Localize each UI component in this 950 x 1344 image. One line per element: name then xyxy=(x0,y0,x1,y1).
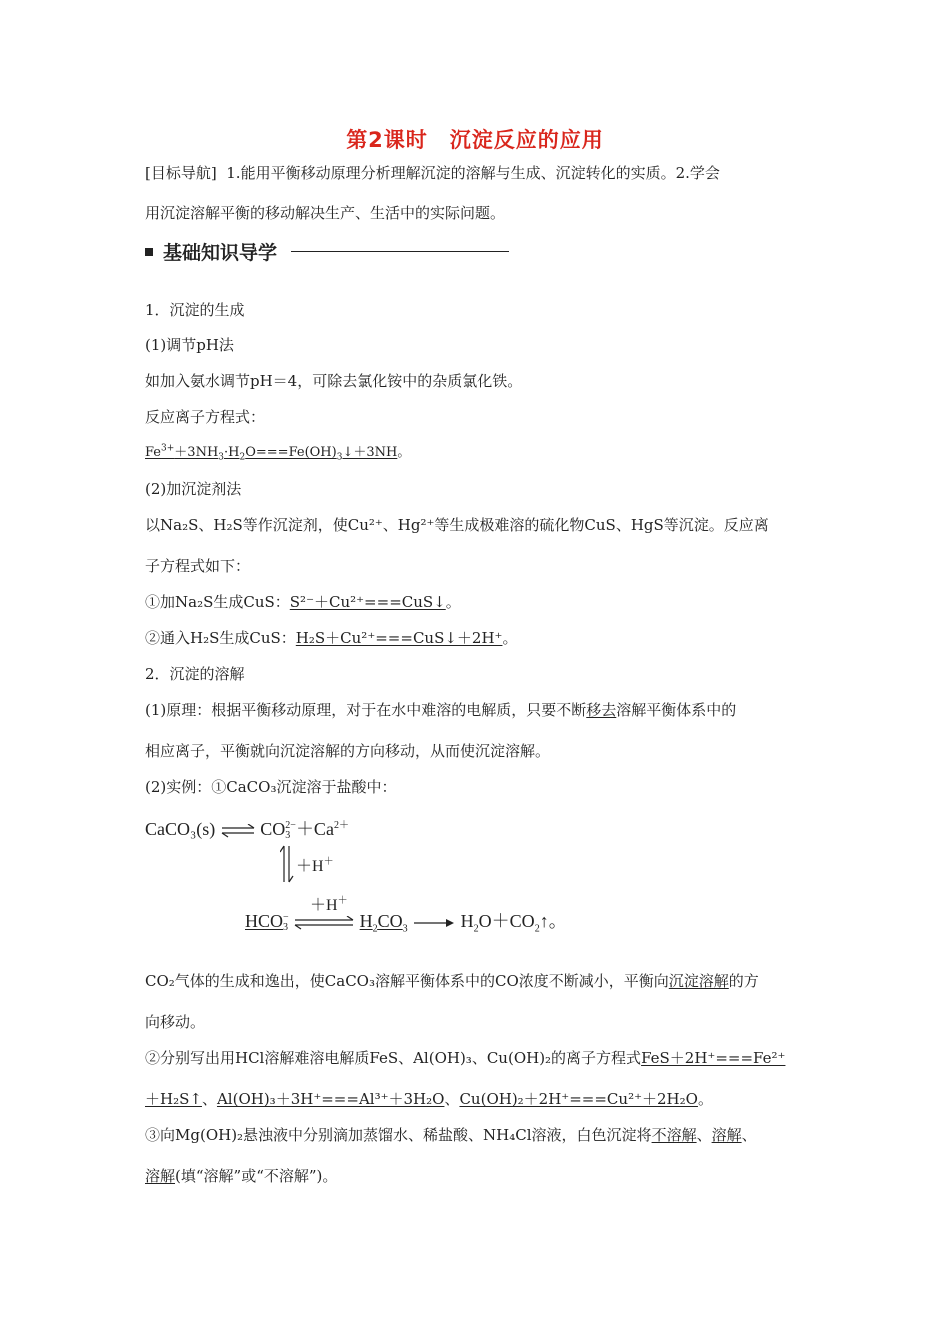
scheme-horizontal-label: ＋H＋ xyxy=(310,895,348,914)
equilibrium-arrow-icon xyxy=(220,824,256,838)
goal-line-2: 用沉淀溶解平衡的移动解决生产、生活中的实际问题。 xyxy=(145,204,506,222)
s2-principle-2: 相应离子，平衡就向沉淀溶解的方向移动，从而使沉淀溶解。 xyxy=(145,742,551,760)
goal-text-1: 1.能用平衡移动原理分析理解沉淀的溶解与生成、沉淀转化的实质。2.学会 xyxy=(226,164,720,182)
square-bullet-icon xyxy=(145,248,153,256)
fes-equation: FeS＋2H⁺===Fe²⁺ xyxy=(641,1049,786,1067)
heading-rule xyxy=(291,251,509,252)
s2-example-2-line-2: ＋H₂S↑、Al(OH)₃＋3H⁺===Al³⁺＋3H₂O、Cu(OH)₂＋2H⁺===Cu²⁺＋2H₂O。 xyxy=(145,1090,713,1108)
s1-method-1: (1)调节pH法 xyxy=(145,336,234,354)
s2-title: 2．沉淀的溶解 xyxy=(145,665,245,683)
s2-principle-1: (1)原理：根据平衡移动原理，对于在水中难溶的电解质，只要不断移去溶解平衡体系中的 xyxy=(145,701,737,719)
s1-method-2: (2)加沉淀剂法 xyxy=(145,480,242,498)
s1-reaction-1: ①加Na₂S生成CuS：S²⁻＋Cu²⁺===CuS↓。 xyxy=(145,593,461,611)
gas-up-arrow-icon: ↑ xyxy=(539,911,549,931)
blank-hcl: 溶解 xyxy=(711,1126,742,1144)
page-title: 第2课时 沉淀反应的应用 xyxy=(346,128,604,152)
s1-method-1-desc: 如加入氨水调节pH＝4，可除去氯化铵中的杂质氯化铁。 xyxy=(145,372,523,390)
section-heading-text: 基础知识导学 xyxy=(163,242,278,264)
cuoh2-equation: Cu(OH)₂＋2H⁺===Cu²⁺＋2H₂O xyxy=(459,1090,698,1108)
scheme-vertical-label: ＋H＋ xyxy=(296,856,334,875)
hco3-ion: HCO − 3 xyxy=(245,911,289,933)
blank-dissolve-direction: 沉淀溶解 xyxy=(668,972,729,990)
aloh3-equation: Al(OH)₃＋3H⁺===Al³⁺＋3H₂O xyxy=(216,1090,445,1108)
fe-precipitation-equation: $Fe^{3+}+3NH_3\cdot H_2O===Fe(OH)_3↓+3NH$ xyxy=(145,443,398,463)
s2-example-3-line-1: ③向Mg(OH)₂悬浊液中分别滴加蒸馏水、稀盐酸、NH₄Cl溶液，白色沉淀将不溶解、溶解、 xyxy=(145,1126,757,1144)
s1-title: 1．沉淀的生成 xyxy=(145,301,245,319)
s1-method-2-desc-2: 子方程式如下： xyxy=(145,557,251,575)
r1-equation: S²⁻＋Cu²⁺===CuS↓ xyxy=(289,593,446,611)
s2-co2-desc-1: CO₂气体的生成和逸出，使CaCO₃溶解平衡体系中的CO浓度不断减小，平衡向沉淀溶解的方 xyxy=(145,972,759,990)
blank-remove: 移去 xyxy=(586,701,617,719)
s2-example-1: (2)实例：①CaCO₃沉淀溶于盐酸中： xyxy=(145,778,397,796)
h2co3: $H_2CO_3$ xyxy=(359,911,408,935)
s1-reaction-2: ②通入H₂S生成CuS：H₂S＋Cu²⁺===CuS↓＋2H⁺。 xyxy=(145,629,518,647)
long-equilibrium-arrow-icon xyxy=(293,916,355,930)
blank-water: 不溶解 xyxy=(651,1126,697,1144)
blank-nh4cl: 溶解 xyxy=(145,1167,176,1185)
section-heading xyxy=(145,238,509,265)
r2-equation: H₂S＋Cu²⁺===CuS↓＋2H⁺ xyxy=(295,629,503,647)
goal-tag: [目标导航] xyxy=(145,164,217,182)
s2-co2-desc-2: 向移动。 xyxy=(145,1013,206,1031)
scheme-row-2: HCO − 3 $H_2CO_3$ $H_2O+CO_2↑$。 xyxy=(245,911,567,935)
s2-example-3-line-2: 溶解(填“溶解”或“不溶解”)。 xyxy=(145,1167,338,1185)
vertical-equilibrium-arrow-icon xyxy=(280,844,294,884)
scheme-row-1: CaCO₃(s) CO 2− 3 $+Ca^{2+}$ xyxy=(145,819,349,841)
goal-line-1 xyxy=(145,163,720,183)
arrow-right-icon xyxy=(412,917,456,929)
s2-example-2-line-1: ②分别写出用HCl溶解难溶电解质FeS、Al(OH)₃、Cu(OH)₂的离子方程式FeS＋2H⁺===Fe²⁺ xyxy=(145,1049,786,1067)
s1-eq-label: 反应离子方程式： xyxy=(145,408,266,426)
s1-eq-line: $Fe^{3+}+3NH_3\cdot H_2O===Fe(OH)_3↓+3NH$。 xyxy=(145,443,411,463)
s1-method-2-desc-1: 以Na₂S、H₂S等作沉淀剂，使Cu²⁺、Hg²⁺等生成极难溶的硫化物CuS、HgS等沉淀。反应离 xyxy=(145,516,769,534)
